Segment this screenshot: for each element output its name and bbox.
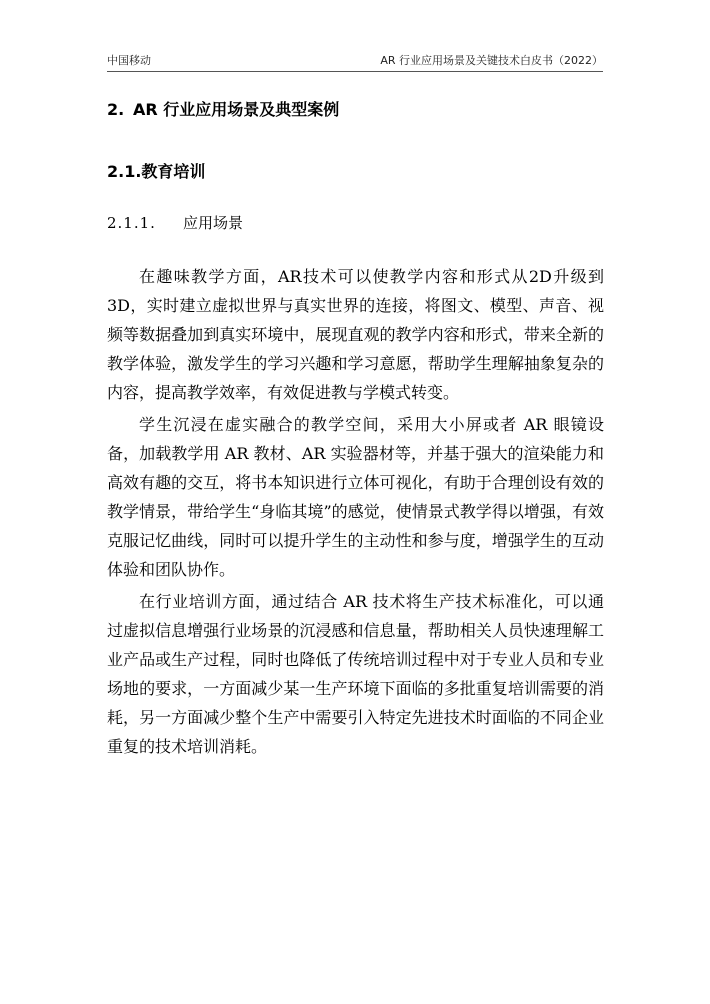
body-text xyxy=(107,262,604,764)
subsection-number: 2.1. xyxy=(107,162,142,181)
section-title: AR 行业应用场景及典型案例 xyxy=(133,100,340,119)
paragraph-interactive-teaching: 在趣味教学方面，AR技术可以使教学内容和形式从2D升级到3D，实时建立虚拟世界与真实世界的连接，将图文、模型、声音、视频等数据叠加到真实环境中，展现直观的教学内容和形式，带来全新的教学体验，激发学生的学习兴趣和学习意愿，帮助学生理解抽象复杂的内容，提高教学效率，有效促进教与学模式转变。 xyxy=(107,267,604,402)
header-divider xyxy=(107,71,603,72)
paragraph-immersive-learning: 学生沉浸在虚实融合的教学空间，采用大小屏或者 AR 眼镜设备，加载教学用 AR 教材、AR 实验器材等，并基于强大的渲染能力和高效有趣的交互，将书本知识进行立体可视化，有助于合理创设有效的教学情景，带给学生“身临其境”的感觉，使情景式教学得以增强，有效克服记忆曲线，同时可以提升学生的主动性和参与度，增强学生的互动体验和团队协作。 xyxy=(107,415,604,579)
section-number: 2. xyxy=(107,100,125,119)
subsection-heading xyxy=(107,159,205,182)
subsubsection-heading xyxy=(107,212,243,233)
subsubsection-number: 2.1.1. xyxy=(107,214,156,232)
subsubsection-title: 应用场景 xyxy=(183,214,244,232)
page-header xyxy=(107,52,603,70)
subsection-title: 教育培训 xyxy=(141,162,206,181)
section-heading xyxy=(107,97,339,120)
paragraph-industry-training: 在行业培训方面，通过结合 AR 技术将生产技术标准化，可以通过虚拟信息增强行业场景的沉浸感和信息量，帮助相关人员快速理解工业产品或生产过程，同时也降低了传统培训过程中对于专业人员和专业场地的要求，一方面减少某一生产环境下面临的多批重复培训需要的消耗，另一方面减少整个生产中需要引入特定先进技术时面临的不同企业重复的技术培训消耗。 xyxy=(107,592,604,756)
header-org-name: 中国移动 xyxy=(107,54,151,67)
header-document-title: AR 行业应用场景及关键技术白皮书（2022） xyxy=(380,54,603,67)
